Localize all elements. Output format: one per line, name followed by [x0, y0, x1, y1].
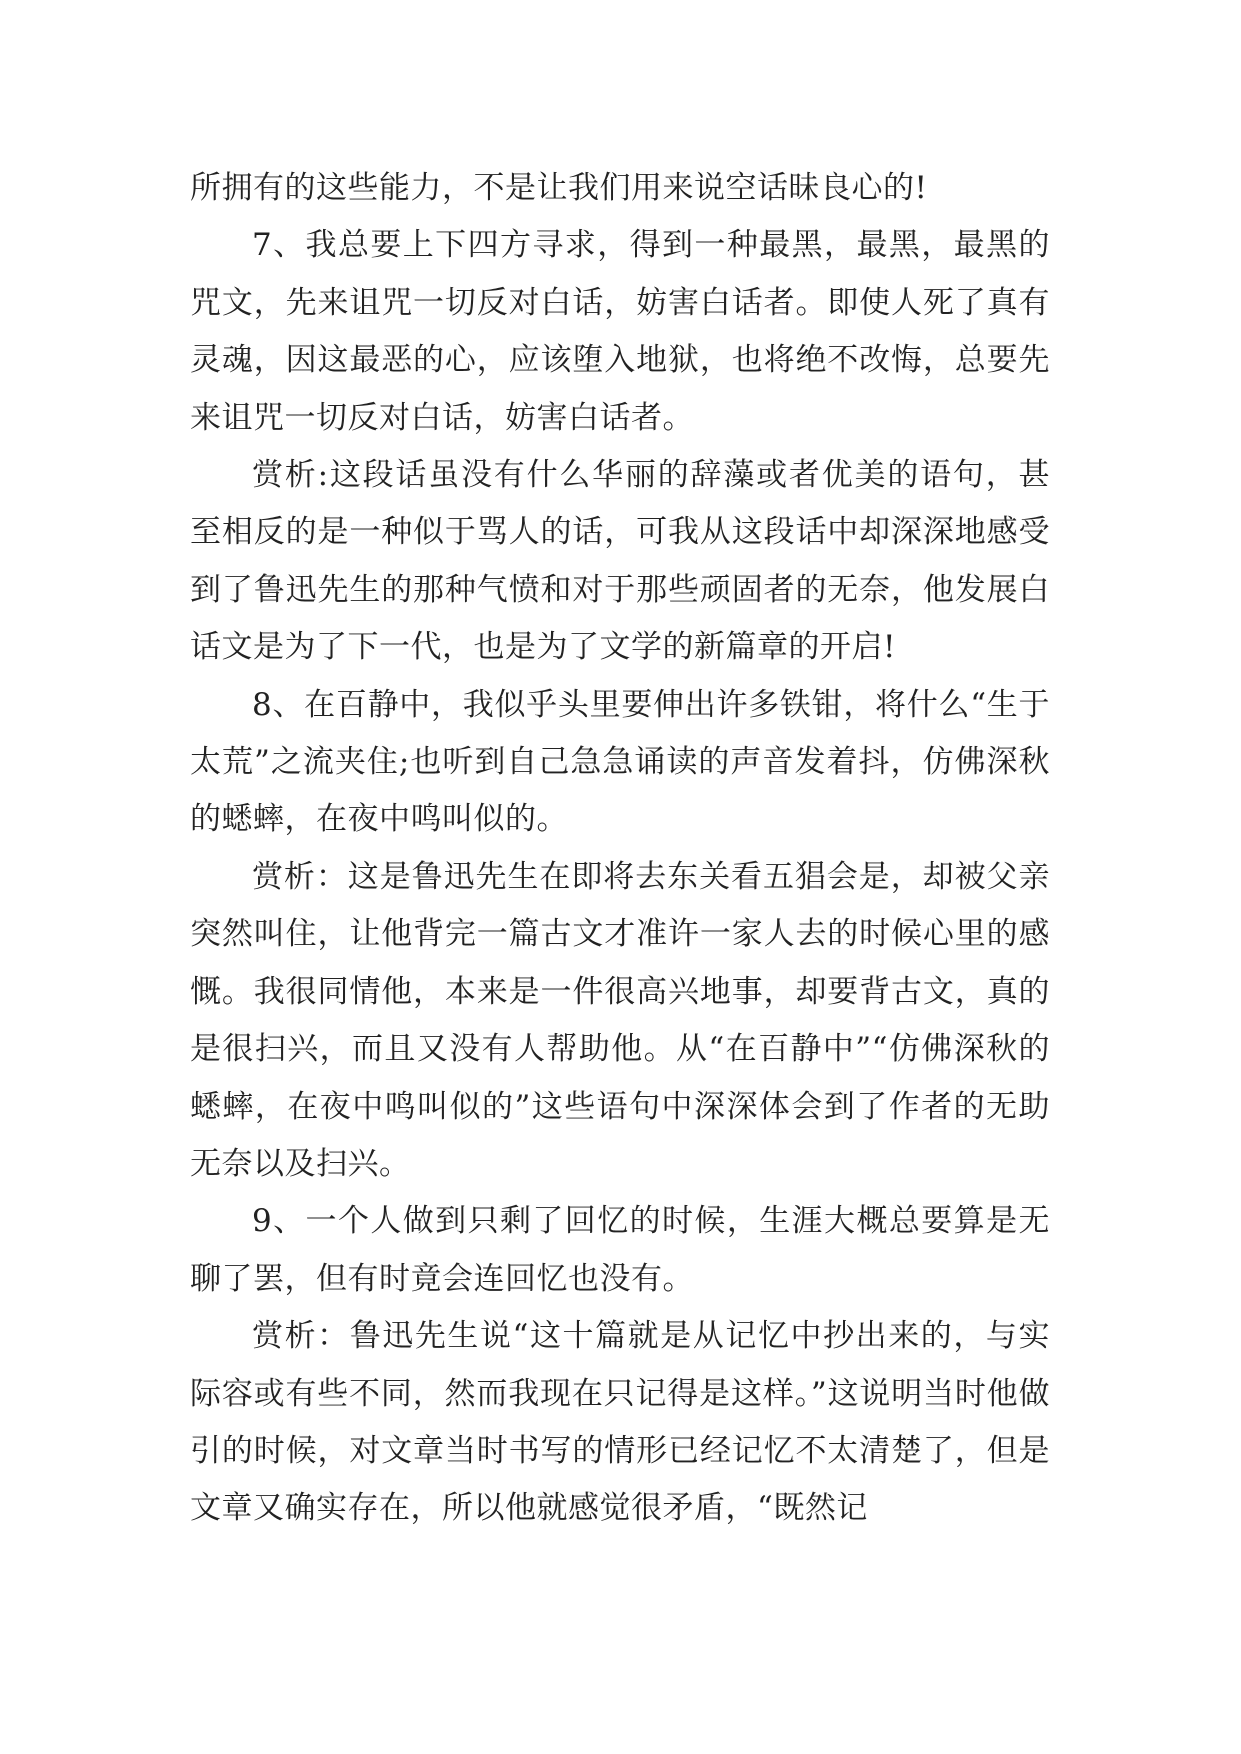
paragraph-7: 赏析：鲁迅先生说“这十篇就是从记忆中抄出来的，与实际容或有些不同，然而我现在只记得是这样。”这说明当时他做引的时候，对文章当时书写的情形已经记忆不太清楚了，但是文章又确实存在，所以他就感觉很矛盾，“既然记 [190, 1318, 1050, 1527]
paragraph-5: 赏析：这是鲁迅先生在即将去东关看五猖会是，却被父亲突然叫住，让他背完一篇古文才准许一家人去的时候心里的感慨。我很同情他，本来是一件很高兴地事，却要背古文，真的是很扫兴，而且又没有人帮助他。从“在百静中”“仿佛深秋的蟋蟀，在夜中鸣叫似的”这些语句中深深体会到了作者的无助无奈以及扫兴。 [190, 858, 1050, 1182]
document-body [190, 160, 1050, 1538]
paragraph-6: 9、一个人做到只剩了回忆的时候，生涯大概总要算是无聊了罢，但有时竟会连回忆也没有。 [190, 1203, 1050, 1297]
paragraph-3: 赏析:这段话虽没有什么华丽的辞藻或者优美的语句，甚至相反的是一种似于骂人的话，可我从这段话中却深深地感受到了鲁迅先生的那种气愤和对于那些顽固者的无奈，他发展白话文是为了下一代，也是为了文学的新篇章的开启! [190, 457, 1050, 666]
paragraph-2: 7、我总要上下四方寻求，得到一种最黑，最黑，最黑的咒文，先来诅咒一切反对白话，妨害白话者。即使人死了真有灵魂，因这最恶的心，应该堕入地狱，也将绝不改悔，总要先来诅咒一切反对白话，妨害白话者。 [190, 227, 1050, 436]
paragraph-4: 8、在百静中，我似乎头里要伸出许多铁钳，将什么“生于太荒”之流夹住;也听到自己急急诵读的声音发着抖，仿佛深秋的蟋蟀，在夜中鸣叫似的。 [190, 686, 1050, 838]
paragraph-1: 所拥有的这些能力，不是让我们用来说空话昧良心的! [190, 170, 928, 206]
